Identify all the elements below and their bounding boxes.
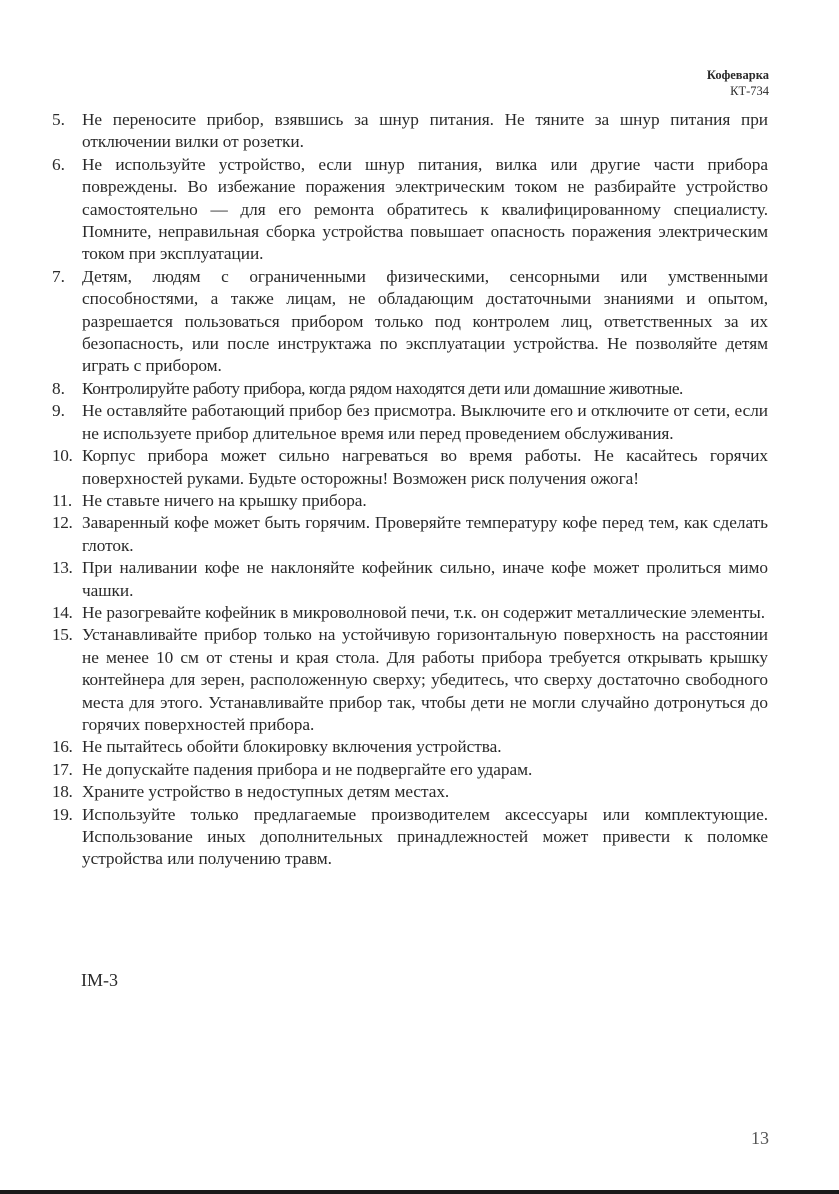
item-number: 14. — [52, 602, 73, 622]
item-number: 15. — [52, 625, 73, 645]
item-text: Контролируйте работу прибора, когда рядом находятся дети или домашние животные. — [82, 378, 683, 398]
list-item — [52, 557, 768, 602]
bottom-border — [0, 1190, 839, 1194]
list-item — [52, 154, 768, 266]
item-text: Не оставляйте работающий прибор без присмотра. Выключите его и отключите от сети, если не используете прибор длительное время или перед проведением обслуживания. — [82, 401, 768, 443]
item-text: Детям, людям с ограниченными физическими, сенсорными или умственными способностями, а также лицам, не обладающим достаточными знаниями и опытом, разрешается пользоваться прибором только под контролем лиц, ответственных за их безопасность, или после инструктажа по эксплуатации устройства. Не позволяйте детям играть с прибором. — [82, 266, 768, 376]
item-number: 8. — [52, 378, 65, 398]
item-text: Не пытайтесь обойти блокировку включения устройства. — [82, 737, 502, 757]
item-number: 9. — [52, 401, 65, 421]
item-text: При наливании кофе не наклоняйте кофейник сильно, иначе кофе может пролиться мимо чашки. — [82, 558, 768, 600]
list-item — [52, 109, 768, 154]
list-item — [52, 378, 768, 400]
list-item — [52, 266, 768, 378]
item-number: 18. — [52, 782, 73, 802]
item-text: Не ставьте ничего на крышку прибора. — [82, 490, 367, 510]
instructions-list — [52, 109, 768, 871]
list-item — [52, 804, 768, 871]
page-number: 13 — [751, 1128, 769, 1148]
list-item — [52, 512, 768, 557]
item-text: Не допускайте падения прибора и не подвергайте его ударам. — [82, 759, 533, 779]
item-number: 17. — [52, 759, 73, 779]
item-number: 11. — [52, 490, 72, 510]
item-number: 10. — [52, 446, 73, 466]
list-item — [52, 490, 768, 512]
item-number: 12. — [52, 513, 73, 533]
item-number: 7. — [52, 266, 65, 286]
item-text: Не используйте устройство, если шнур питания, вилка или другие части прибора повреждены. Во избежание поражения электрическим током не разбирайте устройство самостоятельно — для его ремонта обратитесь к квалифицированному специалисту. Помните, неправильная сборка устройства повышает опасность поражения электрическим током при эксплуатации. — [82, 154, 768, 264]
model-number: КТ-734 — [730, 84, 769, 98]
item-number: 5. — [52, 110, 65, 129]
item-text: Храните устройство в недоступных детям местах. — [82, 782, 450, 802]
item-number: 16. — [52, 737, 73, 757]
item-number: 13. — [52, 558, 73, 578]
item-text: Не переносите прибор, взявшись за шнур питания. Не тяните за шнур питания при отключении вилки от розетки. — [82, 110, 768, 152]
item-text: Не разогревайте кофейник в микроволновой печи, т.к. он содержит металлические элементы. — [82, 602, 766, 622]
page-header — [707, 67, 769, 99]
item-number: 19. — [52, 804, 73, 824]
list-item — [52, 736, 768, 758]
list-item — [52, 624, 768, 736]
document-title: Кофеварка — [706, 68, 769, 82]
list-item — [52, 445, 768, 490]
item-text: Заваренный кофе может быть горячим. Проверяйте температуру кофе перед тем, как сделать глоток. — [82, 513, 768, 555]
item-text: Устанавливайте прибор только на устойчивую горизонтальную поверхность на расстоянии не менее 10 см от стены и края стола. Для работы прибора требуется открывать крышку контейнера для зерен, расположенную сверху; убедитесь, что сверху достаточно свободного места для этого. Устанавливайте прибор так, чтобы дети не могли случайно дотронуться до горячих поверхностей прибора. — [82, 625, 768, 734]
list-item — [52, 759, 768, 781]
manual-code: IM-3 — [81, 970, 118, 990]
list-item — [52, 400, 768, 445]
item-text: Корпус прибора может сильно нагреваться во время работы. Не касайтесь горячих поверхностей руками. Будьте осторожны! Возможен риск получения ожога! — [82, 446, 768, 488]
item-number: 6. — [52, 154, 65, 174]
instructions-content — [52, 109, 768, 871]
list-item — [52, 781, 768, 803]
list-item — [52, 602, 768, 624]
item-text: Используйте только предлагаемые производителем аксессуары или комплектующие. Использование иных дополнительных принадлежностей может привести к поломке устройства или получению травм. — [82, 804, 768, 869]
